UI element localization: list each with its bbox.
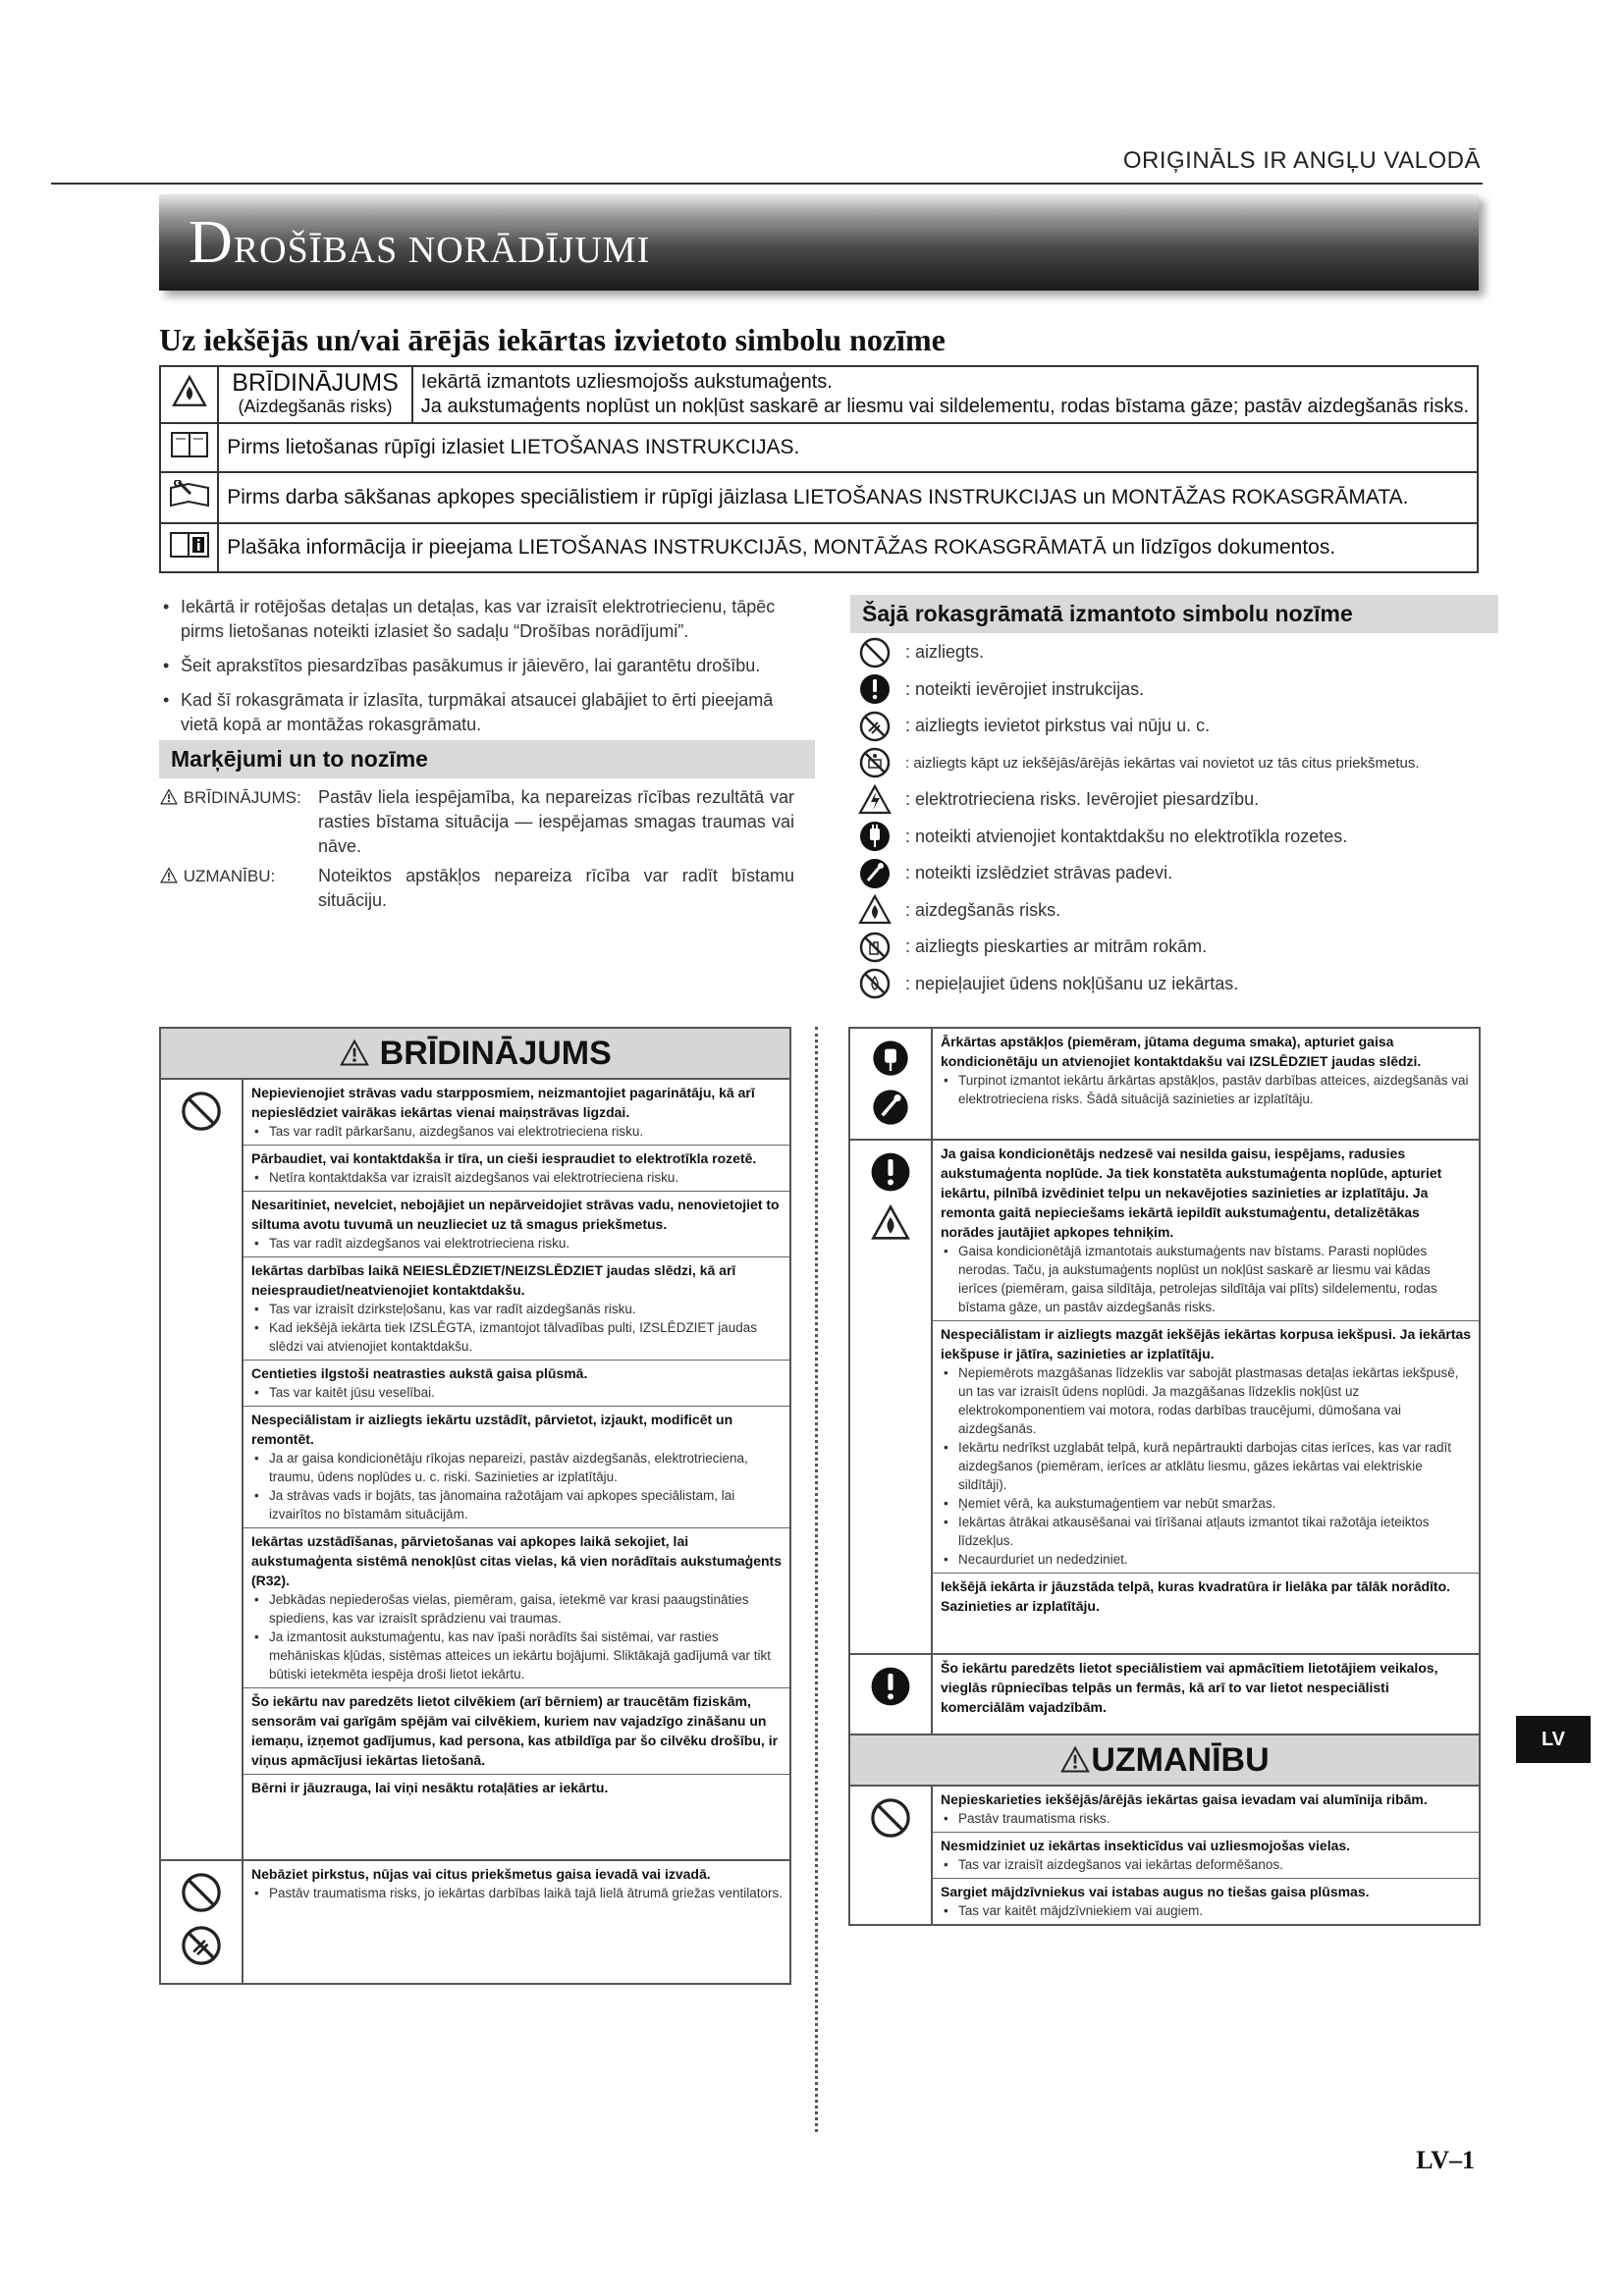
power-off-icon [871,1088,910,1127]
warning-item-detail: • Ja strāvas vads ir bojāts, tas jānomaina ražotājam vai apkopes speciālistam, lai izvairītos no bīstamām situācijām. [251,1486,784,1523]
warning-label: BRĪDINĀJUMS [232,369,399,397]
intro-bullets [159,595,787,747]
list-item: • Kad šī rokasgrāmata ir izlasīta, turpmākai atsaucei glabājiet to ērti pieejamā vietā kopā ar montāžas rokasgrāmatu. [159,688,787,737]
warning-item-detail: • Tas var radīt pārkaršanu, aizdegšanos vai elektrotrieciena risku. [251,1122,784,1141]
right-section-1-body [933,1029,1479,1139]
warning-item [933,1879,1479,1924]
warning-header-label: BRĪDINĀJUMS [379,1035,612,1072]
warning-item-detail: • Tas var izraisīt dzirksteļošanu, kas var radīt aizdegšanās risku. [251,1300,784,1318]
prohibited-icon [180,1090,223,1133]
left-section-2-body [244,1861,789,1983]
warning-item-detail: • Pastāv traumatisma risks, jo iekārtas darbības laikā tajā lielā ātrumā griežas ventilators. [251,1884,784,1902]
info-book-icon [160,523,218,572]
caution-header-label: UZMANĪBU [1091,1741,1270,1779]
warning-item [244,1861,789,1906]
header-rule [51,183,1483,185]
left-section-1-body [244,1080,789,1859]
symbols-row-book [160,423,1478,472]
usage-item: : aizdegšanās risks. [858,892,1487,930]
warning-item-detail: • Netīra kontaktdakša var izraisīt aizdegšanos vai elektrotrieciena risku. [251,1168,784,1187]
no-climbing-icon [858,746,892,779]
usage-list [858,634,1487,1002]
unplug-icon [871,1039,910,1078]
mark-warning [159,785,797,864]
warning-item [244,1775,789,1801]
warning-item-detail: • Ja ar gaisa kondicionētāju rīkojas nepareizi, pastāv aizdegšanās, elektrotrieciena, traumu, ūdens noplūdes u. c. riski. Sazinieties ar izplatītāju. [251,1449,784,1486]
left-section-2 [161,1861,789,1983]
page-number: LV–1 [1416,2146,1475,2174]
symbols-row-text: Plašāka informācija ir pieejama LIETOŠANAS INSTRUKCIJĀS, MONTĀŽAS ROKASGRĀMATĀ un līdzīgos dokumentos. [218,523,1478,572]
warning-item-detail: • Tas var radīt aizdegšanos vai elektrotrieciena risku. [251,1234,784,1253]
warning-item-detail: • Tas var izraisīt aizdegšanos vai iekārtas deformēšanos. [941,1855,1473,1874]
warning-item-detail: • Gaisa kondicionētājā izmantotais aukstumaģents nav bīstams. Parasti noplūdes nerodas. Taču, ja aukstumaģents noplūst un nokļūst saskarē ar liesmu vai kādas ierīces (piemēram, gaisa sildītāja, petrolejas sildītāja vai plīts) sildelementu, rodas bīstama gāze, un pastāv aizdegšanās risks. [941,1242,1473,1316]
warning-item [933,1029,1479,1112]
warning-item-detail: • Jebkādas nepiederošas vielas, piemēram, gaisa, ietekmē var krasi paaugstināties spiediens, kas var izraisīt sprādzienu vai traumas. [251,1590,784,1628]
warning-item [933,1833,1479,1879]
no-wet-hands-icon [858,931,892,964]
right-section-2-body [933,1141,1479,1653]
warning-item-title: Bērni ir jāuzrauga, lai viņi nesāktu rotaļāties ar iekārtu. [251,1780,609,1795]
electric-shock-icon [858,783,892,817]
warning-item-title: Šo iekārtu paredzēts lietot speciālistiem vai apmācītiem lietotājiem veikalos, vieglās rūpniecības telpās un fermās, kā arī to var lietot nespeciālisti komerciālām vajadzībām. [941,1660,1438,1715]
warning-sublabel: (Aizdegšanās risks) [238,397,393,416]
title-banner [159,194,1479,291]
caution-section-body [933,1787,1479,1924]
usage-item: : aizliegts pieskarties ar mitrām rokām. [858,929,1487,966]
caution-mark-label: UZMANĪBU: [183,867,276,885]
right-section-1 [850,1029,1479,1141]
mandatory-icon [869,1150,912,1194]
warning-description: Iekārtā izmantots uzliesmojošs aukstumaģents. Ja aukstumaģents noplūst un nokļūst saskarē ar liesmu vai sildelementu, rodas bīstama gāze; pastāv aizdegšanās risks. [412,366,1478,423]
usage-item: : aizliegts ievietot pirkstus vai nūju u. c. [858,708,1487,745]
flammable-warning-icon [160,366,218,423]
symbols-section-title: Uz iekšējās un/vai ārējās iekārtas izvietoto simbolu nozīme [159,322,946,357]
warning-mark-label: BRĪDINĀJUMS: [183,788,301,807]
original-language-note: ORIĢINĀLS IR ANGĻU VALODĀ [1122,147,1481,174]
warning-mark-text: Pastāv liela iespējamība, ka nepareizas rīcības rezultātā var rasties bīstama situācija — iespējamas smagas traumas vai nāve. [318,787,794,856]
warning-item-detail: • Kad iekšējā iekārta tiek IZSLĒGTA, izmantojot tālvadības pulti, IZSLĒDZIET jaudas slēdzi vai atvienojiet kontaktdakšu. [251,1318,784,1356]
warning-item [244,1361,789,1407]
prohibited-icon [869,1796,912,1840]
symbols-row-warning [160,366,1478,423]
warning-item-title: Ja gaisa kondicionētājs nedzesē vai nesilda gaisu, iespējams, radusies aukstumaģenta noplūde. Ja tiek konstatēta aukstumaģenta noplūde, apturiet iekārtu, pilnībā izvēdiniet telpu un nekavējoties sazinieties ar izplatītāju. Ja remonta gaitā nepieciešams iekārtā iepildīt aukstumaģentu, detalizētākas norādes jautājiet apkopes tehniķim. [941,1146,1442,1240]
warning-item-title: Iekārtas darbības laikā NEIESLĒDZIET/NEIZSLĒDZIET jaudas slēdzi, kā arī neiespraudiet/neatvienojiet kontaktdakšu. [251,1262,736,1298]
usage-item: : aizliegts kāpt uz iekšējās/ārējās iekārtas vai novietot uz tās citus priekšmetus. [858,745,1487,782]
warning-item [933,1321,1479,1574]
warning-item-detail: • Nepiemērots mazgāšanas līdzeklis var sabojāt plastmasas detaļas iekārtas iekšpusē, un tas var izraisīt ūdens noplūdi. Ja mazgāšanas līdzeklis nokļūst uz elektrokomponentiem vai motora, rodas darbības traucējumi, dūmošana vai aizdegšanās. [941,1363,1473,1438]
warning-triangle-icon [159,788,179,806]
page-title: DROŠĪBAS NORĀDĪJUMI [189,209,651,276]
warning-item [244,1257,789,1361]
usage-item: : noteikti ievērojiet instrukcijas. [858,671,1487,709]
warning-item-detail: • Pastāv traumatisma risks. [941,1809,1473,1828]
warning-item [933,1574,1479,1620]
warning-item [244,1146,789,1192]
usage-title: Šajā rokasgrāmatā izmantoto simbolu nozīme [850,595,1498,633]
warning-item-title: Nepievienojiet strāvas vadu starpposmiem, neizmantojiet pagarinātāju, kā arī nepieslēdziet vairākas iekārtas vienai maiņstrāvas ligzdai. [251,1085,755,1120]
warning-item-detail: • Necaurduriet un nededziniet. [941,1550,1473,1569]
marks-title: Marķējumi un to nozīme [159,740,815,778]
no-fingers-icon [858,710,892,743]
flammable-icon [869,1203,912,1243]
mandatory-icon [869,1665,912,1708]
service-manual-icon [160,472,218,523]
book-icon [160,423,218,472]
list-item: • Iekārtā ir rotējošas detaļas un detaļas, kas var izraisīt elektrotriecienu, tāpēc pirms lietošanas noteikti izlasiet šo sadaļu “Drošības norādījumi”. [159,595,787,644]
warning-item-title: Nesaritiniet, nevelciet, nebojājiet un nepārveidojiet strāvas vadu, nenovietojiet to siltuma avotu tuvumā un neuzlieciet uz tā smagus priekšmetus. [251,1197,780,1232]
language-tab: LV [1516,1716,1591,1763]
warning-item-detail: • Ja izmantosit aukstumaģentu, kas nav īpaši norādīts šai sistēmai, var rasties mehāniskas kļūdas, sistēmas atteices un iekārtu bojājumi. Sliktākajā gadījumā var tikt būtiski ietekmēta iespēja droši lietot iekārtu. [251,1628,784,1683]
warning-item-detail: • Ņemiet vērā, ka aukstumaģentiem var nebūt smaržas. [941,1494,1473,1513]
warning-item [244,1080,789,1146]
usage-item: : aizliegts. [858,634,1487,671]
warning-item-detail: • Iekārtas ātrākai atkausēšanai vai tīrīšanai atļauts izmantot tikai ražotāja ieteiktos līdzekļus. [941,1513,1473,1550]
warning-item-title: Ārkārtas apstākļos (piemēram, jūtama deguma smaka), apturiet gaisa kondicionētāju un atvienojiet kontaktdakšu vai IZSLĒDZIET jaudas slēdzi. [941,1034,1422,1069]
warning-panel-header [161,1029,789,1080]
warning-panel-left [159,1027,791,1985]
unplug-icon [858,820,892,853]
warning-item-title: Iekārtas uzstādīšanas, pārvietošanas vai apkopes laikā sekojiet, lai aukstumaģenta sistēmā nenokļūst citas vielas, kā vien norādītais aukstumaģents (R32). [251,1533,782,1588]
caution-section [850,1787,1479,1924]
symbols-row-text: Pirms lietošanas rūpīgi izlasiet LIETOŠANAS INSTRUKCIJAS. [218,423,1478,472]
warning-item-title: Iekšējā iekārta ir jāuzstāda telpā, kuras kvadratūra ir lielāka par tālāk norādīto. Sazinieties ar izplatītāju. [941,1578,1451,1614]
flammable-icon [858,893,892,927]
warning-item-title: Pārbaudiet, vai kontaktdakša ir tīra, un cieši iespraudiet to elektrotīkla rozetē. [251,1150,757,1166]
warning-item [933,1787,1479,1833]
warning-item [933,1655,1479,1721]
warning-item-detail: • Tas var kaitēt mājdzīvniekiem vai augiem. [941,1901,1473,1920]
warning-item-detail: • Turpinot izmantot iekārtu ārkārtas apstākļos, pastāv darbības atteices, aizdegšanās vai elektrotrieciena risks. Šādā situācijā sazinieties ar izplatītāju. [941,1071,1473,1108]
warning-panel-right [848,1027,1481,1926]
no-water-icon [858,967,892,1000]
symbols-row-text: Pirms darba sākšanas apkopes speciālistiem ir rūpīgi jāizlasa LIETOŠANAS INSTRUKCIJAS un MONTĀŽAS ROKASGRĀMATA. [218,472,1478,523]
warning-item-title: Nespeciālistam ir aizliegts mazgāt iekšējās iekārtas korpusa iekšpusi. Ja iekārtas iekšpuse ir jātīra, sazinieties ar izplatītāju. [941,1326,1472,1362]
power-off-icon [858,857,892,890]
right-section-3-body [933,1655,1479,1734]
usage-item: : elektrotrieciena risks. Ievērojiet piesardzību. [858,781,1487,819]
mark-caution [159,864,797,923]
no-fingers-icon [180,1924,223,1967]
warning-item-title: Centieties ilgstoši neatrasties aukstā gaisa plūsmā. [251,1365,588,1381]
usage-item: : noteikti atvienojiet kontaktdakšu no elektrotīkla rozetes. [858,819,1487,856]
mandatory-icon [858,672,892,706]
warning-item [244,1407,789,1528]
warning-label-cell [218,366,412,423]
warning-item-title: Nepieskarieties iekšējās/ārējās iekārtas gaisa ievadam vai alumīnija ribām. [941,1791,1428,1807]
usage-item: : noteikti izslēdziet strāvas padevi. [858,855,1487,892]
right-section-3 [850,1655,1479,1734]
caution-triangle-icon [1059,1745,1091,1775]
warning-item [244,1192,789,1257]
symbols-table [159,365,1479,573]
warning-item-title: Sargiet mājdzīvniekus vai istabas augus no tiešas gaisa plūsmas. [941,1884,1370,1899]
warning-item-title: Nesmidziniet uz iekārtas insekticīdus vai uzliesmojošas vielas. [941,1838,1351,1853]
warning-item [933,1141,1479,1321]
column-divider [815,1027,818,2132]
prohibited-icon [858,636,892,669]
prohibited-icon [180,1871,223,1914]
warning-item-title: Nebāziet pirkstus, nūjas vai citus priekšmetus gaisa ievadā vai izvadā. [251,1866,711,1882]
caution-triangle-icon [159,867,179,884]
warning-item [244,1528,789,1688]
warning-item-title: Nespeciālistam ir aizliegts iekārtu uzstādīt, pārvietot, izjaukt, modificēt un remontēt. [251,1412,733,1447]
warning-item-detail: • Iekārtu nedrīkst uzglabāt telpā, kurā nepārtraukti darbojas citas ierīces, kas var radīt aizdegšanos (piemēram, ierīces ar atklātu liesmu, gāzes iekārtas vai elektriskie sildītāji). [941,1438,1473,1494]
symbols-row-info [160,523,1478,572]
caution-panel-header [850,1734,1479,1787]
warning-item-title: Šo iekārtu nav paredzēts lietot cilvēkiem (arī bērniem) ar traucētām fiziskām, sensorām vai garīgām spējām vai cilvēkiem, kuriem nav vajadzīgo zināšanu un iemaņu, izņemot gadījumus, kad persona, kas atbildīga par šo cilvēku drošību, ir viņus apmācījusi iekārtas lietošanā. [251,1693,779,1768]
right-section-2 [850,1141,1479,1655]
symbols-row-service [160,472,1478,523]
warning-item [244,1688,789,1775]
caution-mark-text: Noteiktos apstākļos nepareiza rīcība var radīt bīstamu situāciju. [318,866,794,910]
usage-item: : nepieļaujiet ūdens nokļūšanu uz iekārtas. [858,966,1487,1003]
left-section-1 [161,1080,789,1861]
list-item: • Šeit aprakstītos piesardzības pasākumus ir jāievēro, lai garantētu drošību. [159,654,787,678]
warning-item-detail: • Tas var kaitēt jūsu veselībai. [251,1383,784,1402]
warning-triangle-icon [339,1039,370,1068]
